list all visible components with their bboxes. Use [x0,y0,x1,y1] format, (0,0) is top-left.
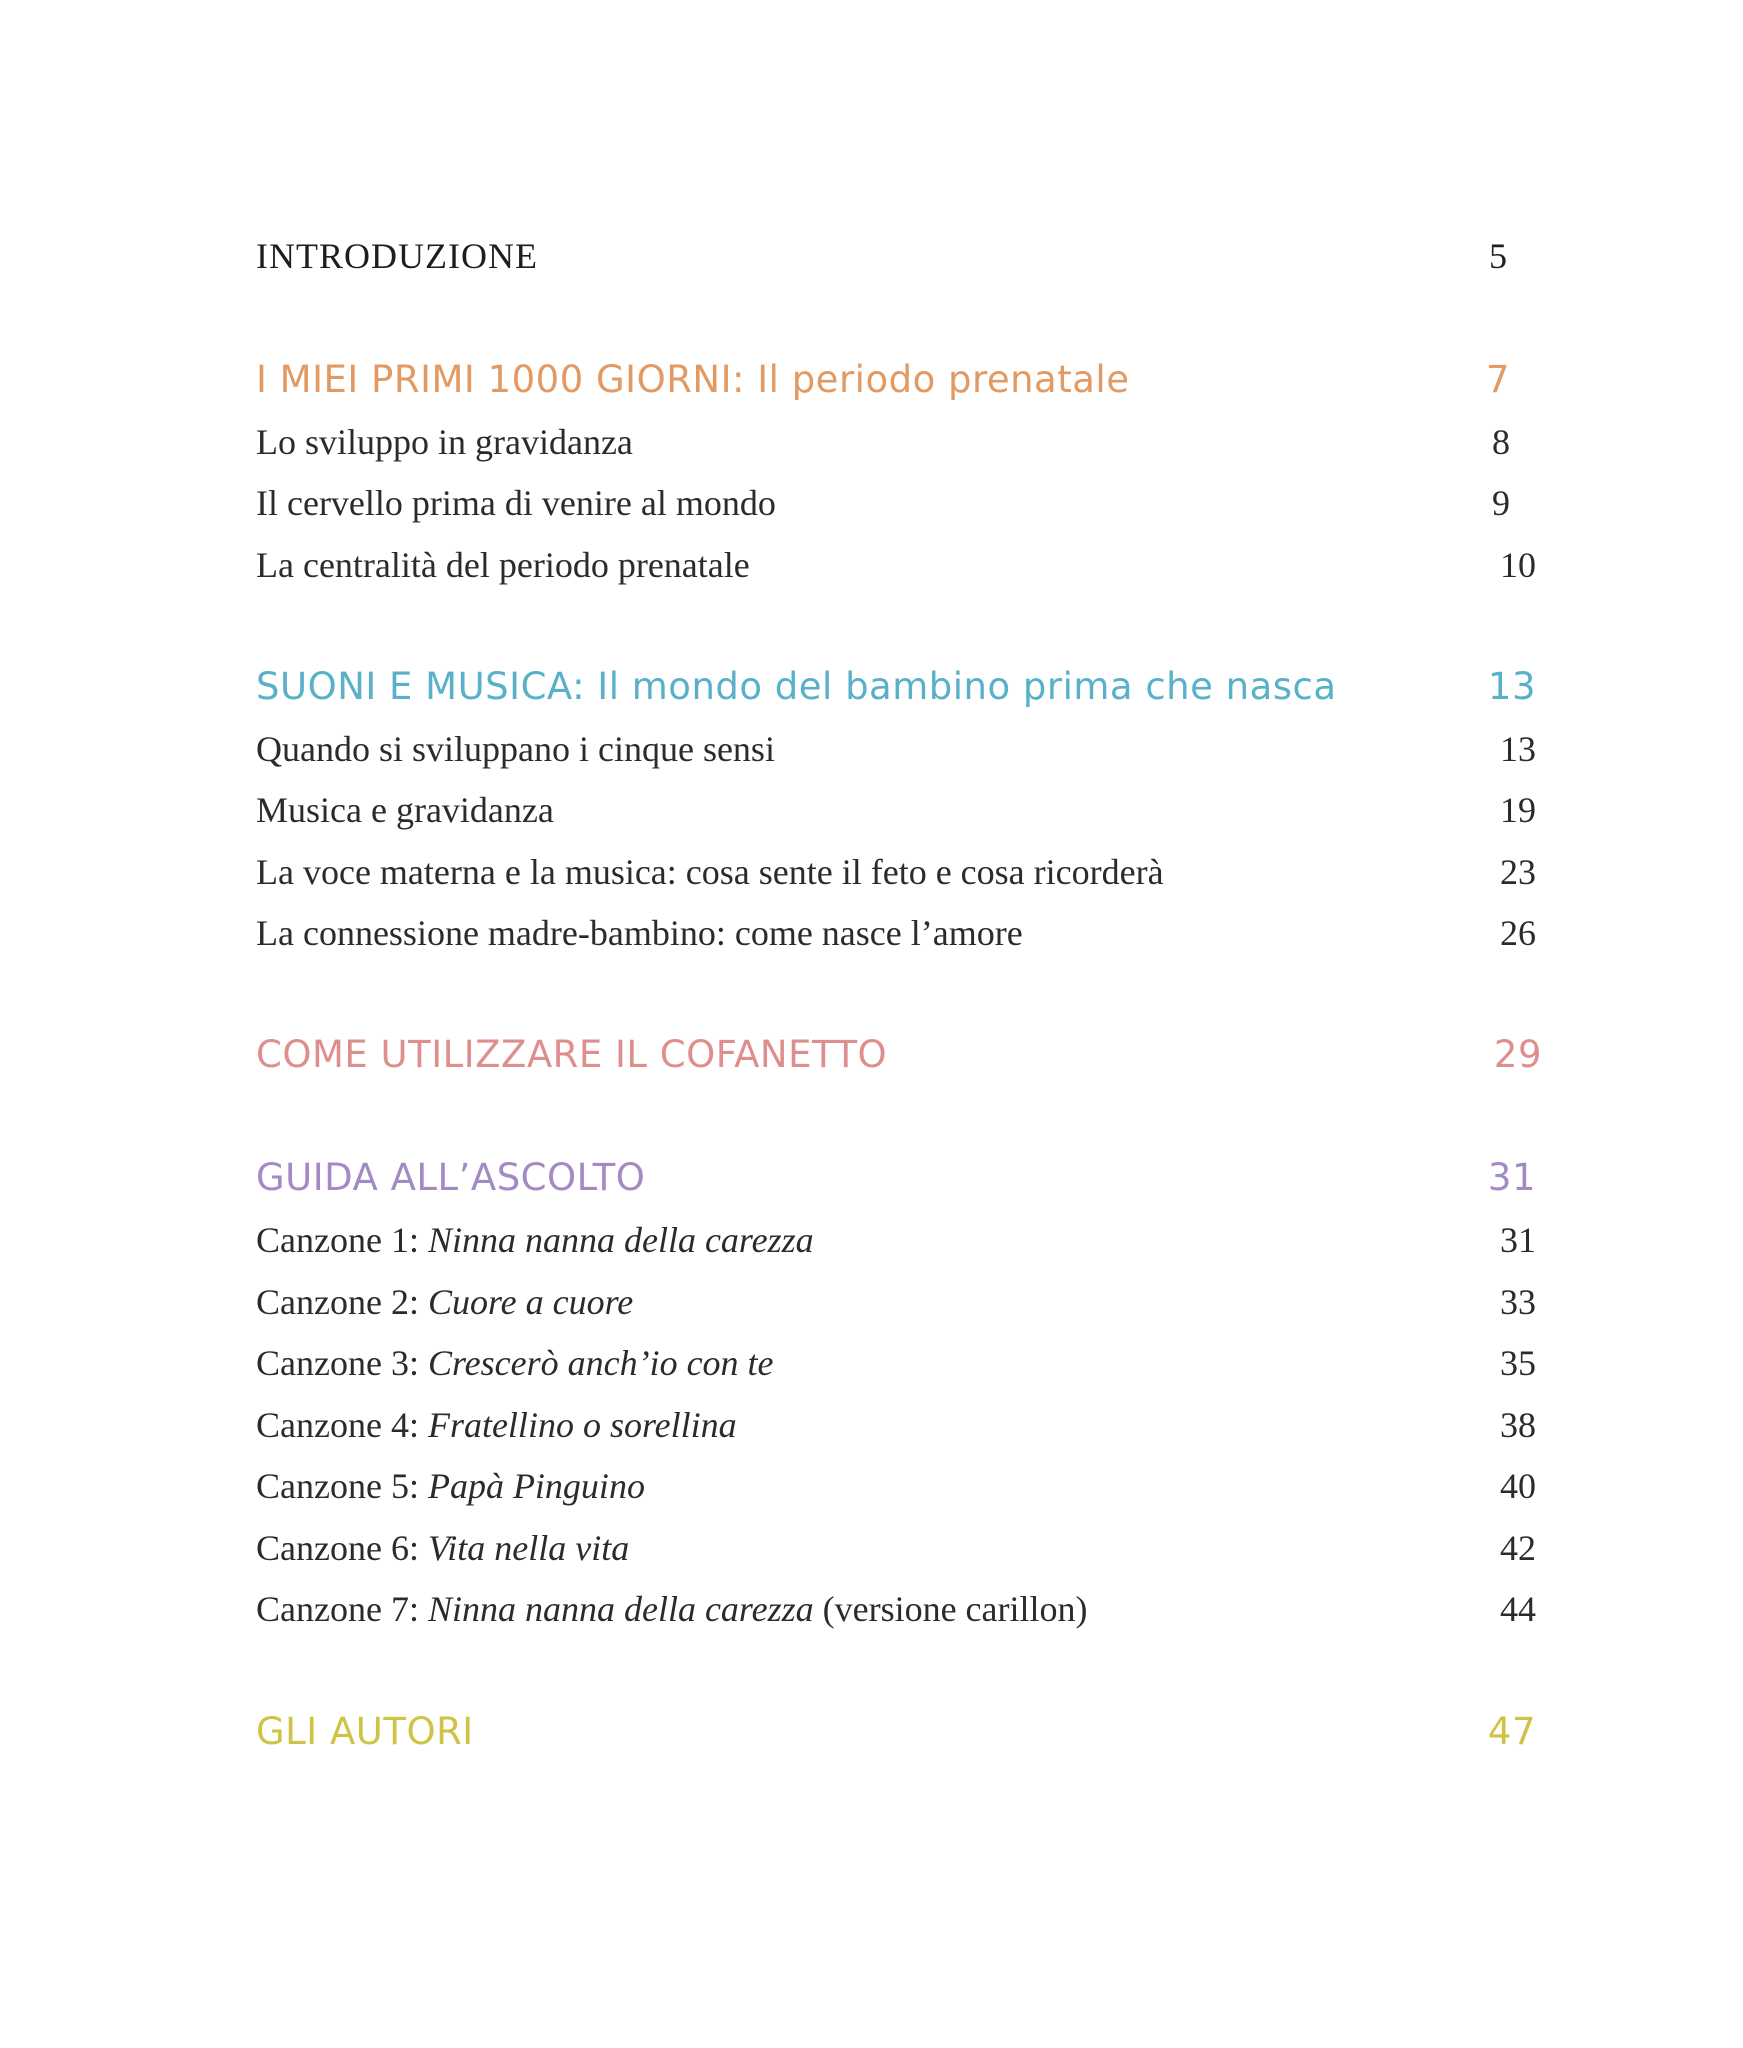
toc-section-1-row[interactable] [256,346,1536,401]
toc-song-prefix: Canzone 4: [256,1405,428,1445]
toc-song-page: 38 [1500,1405,1536,1445]
toc-section-4-row[interactable] [256,1144,1536,1199]
toc-entry-title: Musica e gravidanza [256,790,554,830]
toc-section-5-page: 47 [1487,1710,1536,1753]
toc-song-entry [256,1407,737,1443]
toc-song-page: 44 [1500,1589,1536,1629]
toc-section-3-row[interactable] [256,1021,1542,1076]
toc-song-title: Ninna nanna della carezza [427,1589,814,1629]
toc-song-entry [256,1530,629,1566]
toc-entry-title: La connessione madre-bambino: come nasce l’amore [256,913,1023,953]
toc-song-row[interactable] [256,1329,1536,1381]
toc-song-entry [256,1222,814,1258]
toc-entry-row[interactable] [256,838,1536,890]
toc-song-entry [256,1468,645,1504]
toc-entry-title: Lo sviluppo in gravidanza [256,422,633,462]
toc-song-title: Cuore a cuore [427,1282,634,1322]
toc-song-title: Crescerò anch’io con te [427,1343,774,1383]
toc-intro-row[interactable] [256,222,1536,274]
toc-song-row[interactable] [256,1206,1536,1258]
toc-section-1-page: 7 [1485,358,1510,401]
toc-section-1-title: I MIEI PRIMI 1000 GIORNI: Il periodo prenatale [256,358,1130,401]
toc-entry-row[interactable] [256,469,1536,521]
toc-entry-title: La voce materna e la musica: cosa sente il feto e cosa ricorderà [256,852,1164,892]
toc-song-row[interactable] [256,1575,1536,1627]
toc-song-entry [256,1591,1088,1627]
toc-entry-page: 10 [1500,545,1536,585]
toc-section-3-title: COME UTILIZZARE IL COFANETTO [256,1033,888,1076]
toc-song-page: 31 [1500,1220,1536,1260]
toc-song-title: Ninna nanna della carezza [427,1220,814,1260]
toc-song-prefix: Canzone 6: [256,1528,428,1568]
toc-entry-page: 26 [1500,913,1536,953]
toc-section-5-row[interactable] [256,1698,1536,1753]
toc-song-suffix: (versione carillon) [813,1589,1088,1629]
toc-song-page: 35 [1500,1343,1536,1383]
toc-entry-page: 23 [1500,852,1536,892]
toc-entry-row[interactable] [256,776,1536,828]
toc-intro-title: INTRODUZIONE [256,236,538,276]
toc-entry-title: Il cervello prima di venire al mondo [256,483,776,523]
toc-section-2-title: SUONI E MUSICA: Il mondo del bambino prima che nasca [256,665,1337,708]
toc-song-row[interactable] [256,1268,1536,1320]
toc-section-4-page: 31 [1487,1156,1536,1199]
toc-song-page: 42 [1500,1528,1536,1568]
toc-section-3-page: 29 [1493,1033,1542,1076]
toc-song-entry [256,1345,774,1381]
toc-section-2-row[interactable] [256,653,1536,708]
toc-entry-page: 8 [1492,422,1510,462]
toc-entry-row[interactable] [256,531,1536,583]
toc-song-row[interactable] [256,1391,1536,1443]
toc-song-page: 33 [1500,1282,1536,1322]
toc-entry-row[interactable] [256,899,1536,951]
toc-song-row[interactable] [256,1514,1536,1566]
toc-entry-page: 19 [1500,790,1536,830]
toc-song-prefix: Canzone 2: [256,1282,428,1322]
toc-song-entry [256,1284,633,1320]
toc-entry-title: La centralità del periodo prenatale [256,545,750,585]
toc-entry-page: 9 [1492,483,1510,523]
toc-section-5-title: GLI AUTORI [256,1710,474,1753]
toc-song-title: Fratellino o sorellina [427,1405,737,1445]
toc-entry-title: Quando si sviluppano i cinque sensi [256,729,775,769]
toc-song-row[interactable] [256,1452,1536,1504]
toc-intro-page: 5 [1489,236,1508,276]
toc-song-prefix: Canzone 5: [256,1466,428,1506]
toc-entry-page: 13 [1500,729,1536,769]
toc-section-4-title: GUIDA ALL’ASCOLTO [256,1156,646,1199]
toc-song-title: Vita nella vita [427,1528,630,1568]
toc-song-prefix: Canzone 7: [256,1589,428,1629]
toc-entry-row[interactable] [256,715,1536,767]
toc-section-2-page: 13 [1487,665,1536,708]
toc-song-title: Papà Pinguino [427,1466,645,1506]
toc-song-prefix: Canzone 1: [256,1220,428,1260]
toc-song-prefix: Canzone 3: [256,1343,428,1383]
toc-song-page: 40 [1500,1466,1536,1506]
toc-entry-row[interactable] [256,408,1536,460]
